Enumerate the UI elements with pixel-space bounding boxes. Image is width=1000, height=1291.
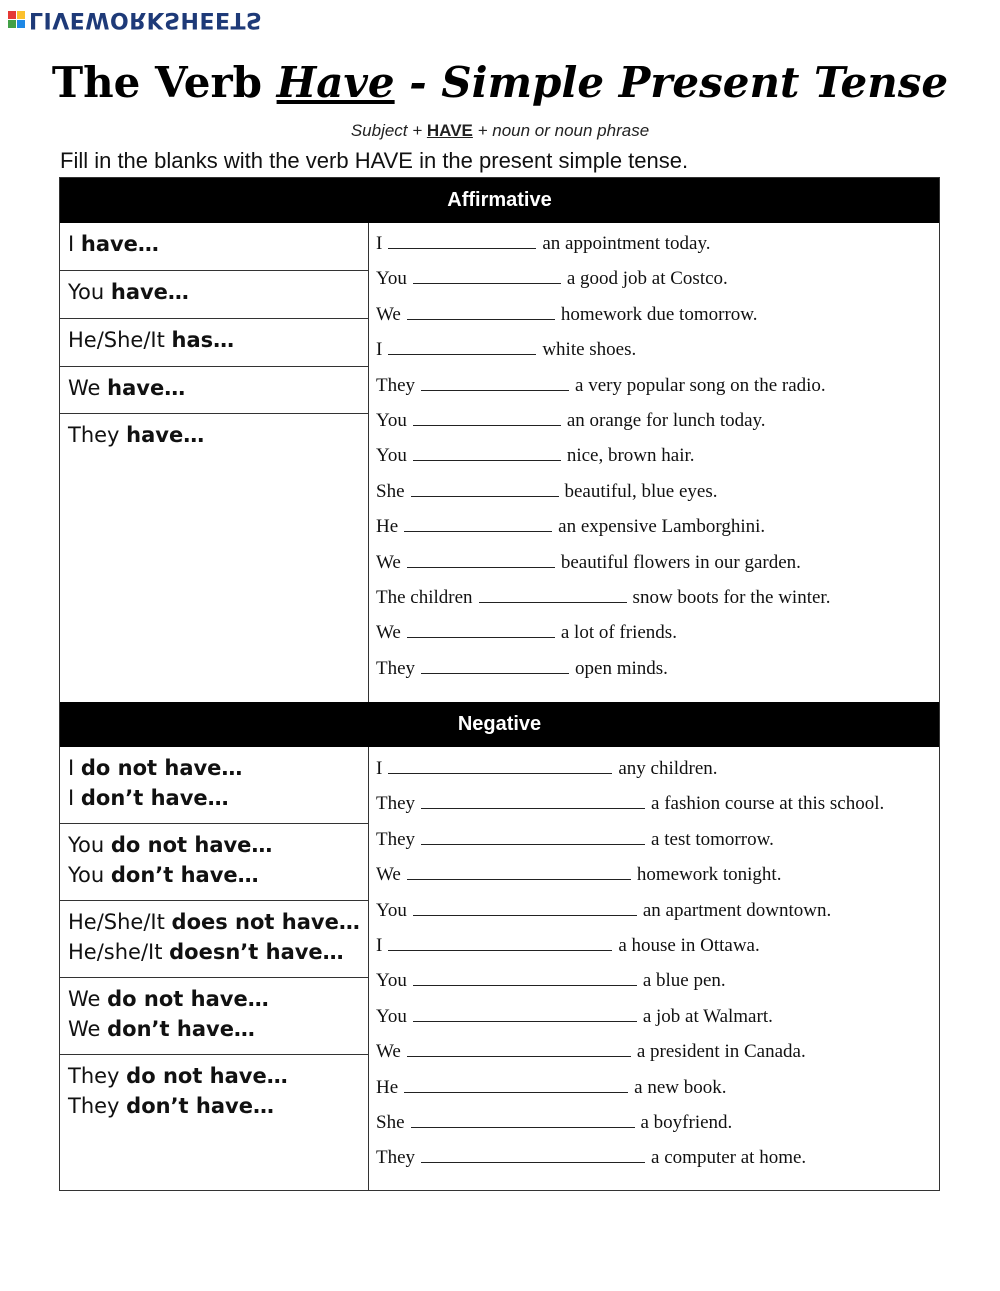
instructions: Fill in the blanks with the verb HAVE in the present simple tense. bbox=[60, 148, 689, 173]
sentence-subject: You bbox=[376, 409, 407, 431]
sentence-subject: We bbox=[376, 864, 401, 886]
sentence-rest: a job at Walmart. bbox=[642, 1005, 773, 1027]
sentence-subject: She bbox=[376, 1111, 405, 1133]
sentence-rest: an appointment today. bbox=[542, 233, 711, 254]
pronoun-subject: He/She/It bbox=[68, 328, 172, 352]
answer-blank[interactable] bbox=[413, 963, 637, 986]
pronoun-line bbox=[68, 860, 360, 890]
sentence-rest: a test tomorrow. bbox=[651, 828, 774, 850]
sentence-subject: You bbox=[376, 970, 407, 992]
title-verb: Have bbox=[276, 58, 395, 107]
pronoun-line bbox=[68, 229, 360, 259]
pronoun-subject: They bbox=[68, 1064, 127, 1088]
pronoun-subject: They bbox=[68, 1094, 127, 1118]
affirmative-pronoun-cell bbox=[60, 319, 368, 367]
answer-blank[interactable] bbox=[388, 928, 612, 951]
sentence-rest: nice, brown hair. bbox=[566, 445, 695, 467]
affirmative-pronoun-cell bbox=[60, 367, 368, 414]
sentence-rest: a boyfriend. bbox=[640, 1111, 733, 1133]
sentence-rest: white shoes. bbox=[542, 339, 637, 361]
negative-sentence bbox=[376, 822, 936, 857]
pronoun-subject: You bbox=[68, 280, 111, 304]
sentence-rest: a president in Canada. bbox=[636, 1041, 806, 1063]
pronoun-subject: You bbox=[68, 863, 111, 887]
answer-blank[interactable] bbox=[413, 999, 637, 1022]
answer-blank[interactable] bbox=[421, 368, 569, 391]
affirmative-sentence bbox=[376, 474, 936, 509]
formula-line bbox=[0, 121, 1000, 141]
answer-blank[interactable] bbox=[413, 893, 637, 916]
answer-blank[interactable] bbox=[407, 615, 555, 638]
affirmative-pronoun-column bbox=[60, 223, 369, 702]
negative-sentence bbox=[376, 1105, 936, 1140]
pronoun-line bbox=[68, 1014, 360, 1044]
negative-sentence bbox=[376, 857, 936, 892]
sentence-rest: a good job at Costco. bbox=[566, 268, 728, 290]
negative-pronoun-cell bbox=[60, 824, 368, 901]
sentence-subject: They bbox=[376, 657, 416, 679]
negative-sentence bbox=[376, 1140, 936, 1175]
answer-blank[interactable] bbox=[421, 786, 645, 809]
sentence-rest: homework tonight. bbox=[636, 864, 782, 886]
negative-sentence bbox=[376, 893, 936, 928]
sentence-rest: a blue pen. bbox=[642, 970, 726, 992]
negative-sentence bbox=[376, 786, 936, 821]
answer-blank[interactable] bbox=[421, 1140, 645, 1163]
affirmative-pronoun-cell bbox=[60, 414, 368, 702]
sentence-subject: You bbox=[376, 445, 407, 467]
page-title bbox=[0, 58, 1000, 107]
pronoun-verb: do not have… bbox=[126, 1064, 288, 1088]
pronoun-line bbox=[68, 984, 360, 1014]
pronoun-verb: don’t have… bbox=[110, 863, 259, 887]
sentence-rest: beautiful, blue eyes. bbox=[564, 480, 718, 502]
sentence-subject: We bbox=[376, 1041, 401, 1063]
pronoun-line bbox=[68, 325, 360, 355]
sentence-rest: homework due tomorrow. bbox=[560, 303, 758, 325]
affirmative-sentence bbox=[376, 615, 936, 650]
pronoun-verb: have… bbox=[80, 232, 159, 256]
affirmative-sentence bbox=[376, 580, 936, 615]
pronoun-line bbox=[68, 907, 360, 937]
logo-block-blue bbox=[17, 20, 25, 28]
pronoun-verb: do not have… bbox=[110, 833, 273, 857]
formula-after: + noun or noun phrase bbox=[472, 121, 650, 140]
sentence-rest: an orange for lunch today. bbox=[566, 409, 766, 431]
pronoun-verb: have… bbox=[107, 376, 186, 400]
sentence-subject: I bbox=[376, 339, 383, 361]
pronoun-verb: don’t have… bbox=[126, 1094, 274, 1118]
pronoun-line bbox=[68, 277, 360, 307]
logo-block-yellow bbox=[17, 11, 25, 19]
sentence-subject: She bbox=[376, 480, 405, 502]
pronoun-verb: do not have… bbox=[107, 987, 269, 1011]
negative-sentence bbox=[376, 1070, 936, 1105]
sentence-subject: I bbox=[376, 758, 383, 779]
answer-blank[interactable] bbox=[421, 651, 569, 674]
negative-pronoun-cell bbox=[60, 901, 368, 978]
sentence-rest: open minds. bbox=[575, 657, 668, 679]
sentence-subject: They bbox=[376, 1147, 416, 1169]
affirmative-header: Affirmative bbox=[60, 178, 939, 223]
answer-blank[interactable] bbox=[413, 438, 561, 461]
negative-sentence bbox=[376, 963, 936, 998]
negative-sentence bbox=[376, 928, 936, 963]
sentence-subject: He bbox=[376, 1076, 399, 1098]
sentence-subject: They bbox=[376, 374, 416, 396]
pronoun-line bbox=[68, 753, 360, 783]
sentence-subject: You bbox=[376, 268, 407, 290]
affirmative-sentence bbox=[376, 332, 936, 367]
pronoun-subject: I bbox=[68, 786, 81, 810]
pronoun-line bbox=[68, 937, 360, 967]
sentence-rest: a house in Ottawa. bbox=[618, 934, 760, 956]
negative-sentence-column bbox=[376, 751, 936, 1176]
sentence-subject: They bbox=[376, 793, 416, 815]
sentence-rest: snow boots for the winter. bbox=[632, 586, 831, 608]
answer-blank[interactable] bbox=[404, 1070, 628, 1093]
negative-pronoun-column bbox=[60, 747, 369, 1190]
negative-sentence bbox=[376, 999, 936, 1034]
sentence-rest: a fashion course at this school. bbox=[651, 793, 885, 815]
pronoun-verb: have… bbox=[126, 423, 205, 447]
affirmative-sentence bbox=[376, 226, 936, 261]
sentence-rest: a lot of friends. bbox=[560, 622, 677, 644]
logo-text: LIVEWORKSHEETS bbox=[29, 6, 263, 32]
pronoun-line bbox=[68, 783, 360, 813]
negative-pronoun-cell bbox=[60, 747, 368, 824]
sentence-subject: You bbox=[376, 1005, 407, 1027]
pronoun-verb: have… bbox=[110, 280, 189, 304]
sentence-subject: They bbox=[376, 828, 416, 850]
pronoun-subject: We bbox=[68, 1017, 108, 1041]
affirmative-sentence bbox=[376, 509, 936, 544]
affirmative-sentence-column bbox=[376, 226, 936, 686]
negative-header: Negative bbox=[60, 702, 939, 747]
title-part-1: The Verb bbox=[51, 58, 277, 107]
answer-blank[interactable] bbox=[407, 545, 555, 568]
pronoun-line bbox=[68, 1061, 360, 1091]
sentence-subject: We bbox=[376, 622, 401, 644]
answer-blank[interactable] bbox=[421, 822, 645, 845]
affirmative-sentence bbox=[376, 261, 936, 296]
affirmative-pronoun-cell bbox=[60, 271, 368, 319]
answer-blank[interactable] bbox=[404, 509, 552, 532]
pronoun-subject: You bbox=[68, 833, 111, 857]
formula-keyword: HAVE bbox=[426, 121, 473, 140]
affirmative-sentence bbox=[376, 403, 936, 438]
affirmative-sentence bbox=[376, 545, 936, 580]
answer-blank[interactable] bbox=[413, 403, 561, 426]
pronoun-subject: He/She/It bbox=[68, 910, 172, 934]
answer-blank[interactable] bbox=[407, 1034, 631, 1057]
sentence-subject: You bbox=[376, 899, 407, 921]
pronoun-subject: He/she/It bbox=[68, 940, 170, 964]
pronoun-line bbox=[68, 420, 360, 450]
answer-blank[interactable] bbox=[388, 332, 536, 355]
pronoun-verb: has… bbox=[171, 328, 235, 352]
pronoun-line bbox=[68, 1091, 360, 1121]
grammar-table bbox=[59, 177, 940, 1191]
sentence-rest: a very popular song on the radio. bbox=[575, 374, 826, 396]
sentence-rest: an expensive Lamborghini. bbox=[558, 516, 766, 538]
logo-blocks bbox=[8, 11, 25, 28]
affirmative-sentence bbox=[376, 651, 936, 686]
sentence-subject: He bbox=[376, 516, 399, 538]
sentence-rest: any children. bbox=[618, 758, 718, 779]
answer-blank[interactable] bbox=[411, 1105, 635, 1128]
answer-blank[interactable] bbox=[411, 474, 559, 497]
answer-blank[interactable] bbox=[413, 261, 561, 284]
negative-pronoun-cell bbox=[60, 978, 368, 1055]
negative-sentence bbox=[376, 751, 936, 786]
sentence-rest: an apartment downtown. bbox=[642, 899, 832, 921]
sentence-rest: a computer at home. bbox=[651, 1147, 807, 1169]
formula-before: Subject + bbox=[350, 121, 427, 140]
sentence-rest: a new book. bbox=[634, 1076, 727, 1098]
logo-block-green bbox=[8, 20, 16, 28]
pronoun-verb: don’t have… bbox=[107, 1017, 255, 1041]
pronoun-verb: do not have… bbox=[80, 756, 243, 780]
sentence-subject: We bbox=[376, 303, 401, 325]
title-part-2: - Simple Present Tense bbox=[394, 58, 949, 107]
pronoun-verb: doesn’t have… bbox=[169, 940, 344, 964]
sentence-rest: beautiful flowers in our garden. bbox=[560, 551, 801, 573]
pronoun-line bbox=[68, 373, 360, 403]
pronoun-verb: does not have… bbox=[171, 910, 360, 934]
logo-block-red bbox=[8, 11, 16, 19]
pronoun-subject: I bbox=[68, 756, 81, 780]
answer-blank[interactable] bbox=[407, 297, 555, 320]
answer-blank[interactable] bbox=[407, 857, 631, 880]
sentence-subject: I bbox=[376, 934, 383, 956]
affirmative-pronoun-cell bbox=[60, 223, 368, 271]
pronoun-subject: They bbox=[68, 423, 127, 447]
sentence-subject: The children bbox=[376, 586, 473, 608]
pronoun-subject: We bbox=[68, 376, 108, 400]
sentence-subject: We bbox=[376, 551, 401, 573]
pronoun-subject: We bbox=[68, 987, 108, 1011]
answer-blank[interactable] bbox=[479, 580, 627, 603]
affirmative-sentence bbox=[376, 368, 936, 403]
sentence-subject: I bbox=[376, 233, 383, 254]
affirmative-sentence bbox=[376, 297, 936, 332]
pronoun-subject: I bbox=[68, 232, 81, 256]
pronoun-line bbox=[68, 830, 360, 860]
answer-blank[interactable] bbox=[388, 751, 612, 774]
negative-sentence bbox=[376, 1034, 936, 1069]
answer-blank[interactable] bbox=[388, 226, 536, 249]
negative-pronoun-cell bbox=[60, 1055, 368, 1190]
affirmative-sentence bbox=[376, 438, 936, 473]
liveworksheets-logo bbox=[8, 4, 262, 34]
pronoun-verb: don’t have… bbox=[80, 786, 229, 810]
